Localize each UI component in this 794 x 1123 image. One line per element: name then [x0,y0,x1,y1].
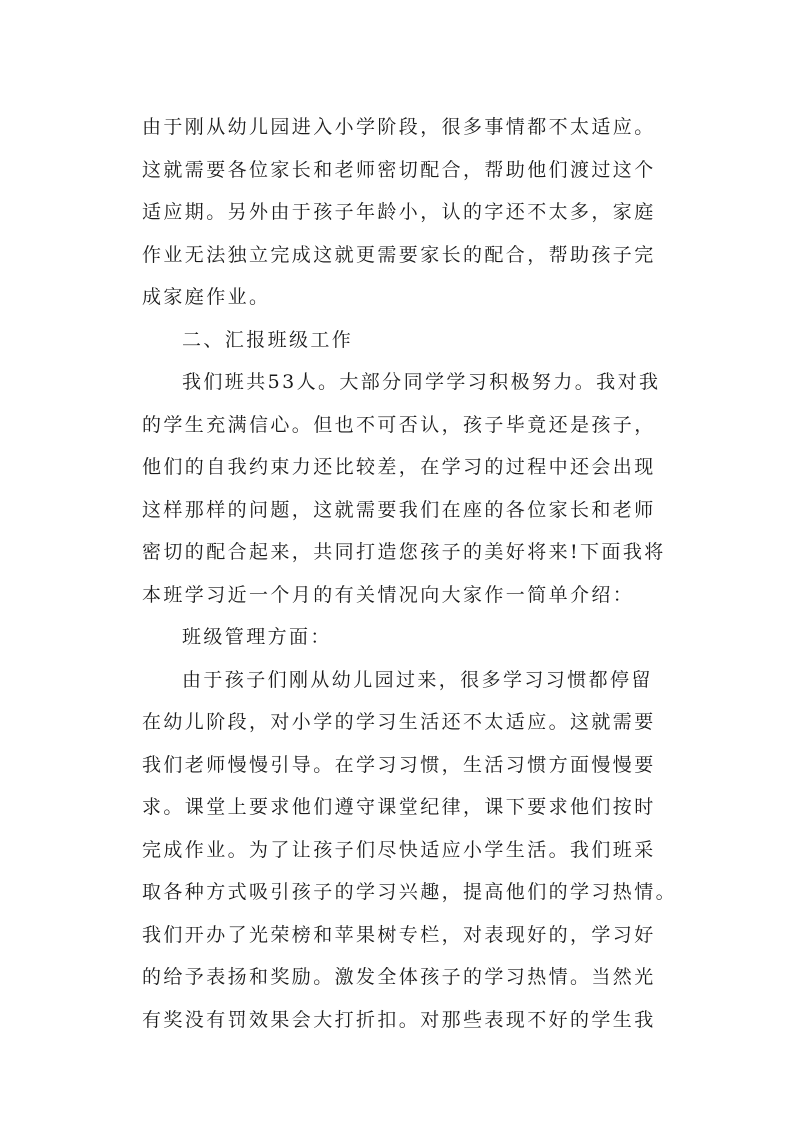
paragraph-line-10: 这样那样的问题，这就需要我们在座的各位家长和老师 [142,498,656,521]
paragraph-line-11: 密切的配合起来，共同打造您孩子的美好将来!下面我将 [142,541,666,563]
paragraph-line-15: 在幼儿阶段，对小学的学习生活还不太适应。这就需要 [142,711,656,733]
paragraph-line-18: 完成作业。为了让孩子们尽快适应小学生活。我们班采 [142,838,656,861]
section-heading: 二、汇报班级工作 [182,328,354,351]
paragraph-line-19: 取各种方式吸引孩子的学习兴趣，提高他们的学习热情。 [142,881,678,903]
paragraph-line-14: 由于孩子们刚从幼儿园过来，很多学习习惯都停留 [182,668,653,691]
paragraph-line-3: 适应期。另外由于孩子年龄小，认的字还不太多，家庭 [142,201,656,223]
paragraph-line-2: 这就需要各位家长和老师密切配合，帮助他们渡过这个 [142,158,656,181]
paragraph-line-4: 作业无法独立完成这就更需要家长的配合，帮助孩子完 [142,243,656,266]
subsection-heading: 班级管理方面： [182,626,332,648]
paragraph-line-7: 我们班共53人。大部分同学学习积极努力。我对我 [182,371,661,393]
paragraph-line-1: 由于刚从幼儿园进入小学阶段，很多事情都不太适应。 [142,116,656,138]
paragraph-line-8: 的学生充满信心。但也不可否认，孩子毕竟还是孩子， [142,413,656,436]
paragraph-line-22: 有奖没有罚效果会大打折扣。对那些表现不好的学生我 [142,1008,656,1031]
paragraph-line-21: 的给予表扬和奖励。激发全体孩子的学习热情。当然光 [142,966,656,988]
paragraph-line-17: 求。课堂上要求他们遵守课堂纪律，课下要求他们按时 [142,796,656,818]
paragraph-line-9: 他们的自我约束力还比较差，在学习的过程中还会出现 [142,456,656,478]
paragraph-line-20: 我们开办了光荣榜和苹果树专栏，对表现好的，学习好 [142,923,656,946]
document-body [142,106,678,1041]
paragraph-line-16: 我们老师慢慢引导。在学习习惯，生活习惯方面慢慢要 [142,753,656,776]
paragraph-line-5: 成家庭作业。 [142,286,271,308]
paragraph-line-12: 本班学习近一个月的有关情况向大家作一简单介绍： [142,583,635,606]
